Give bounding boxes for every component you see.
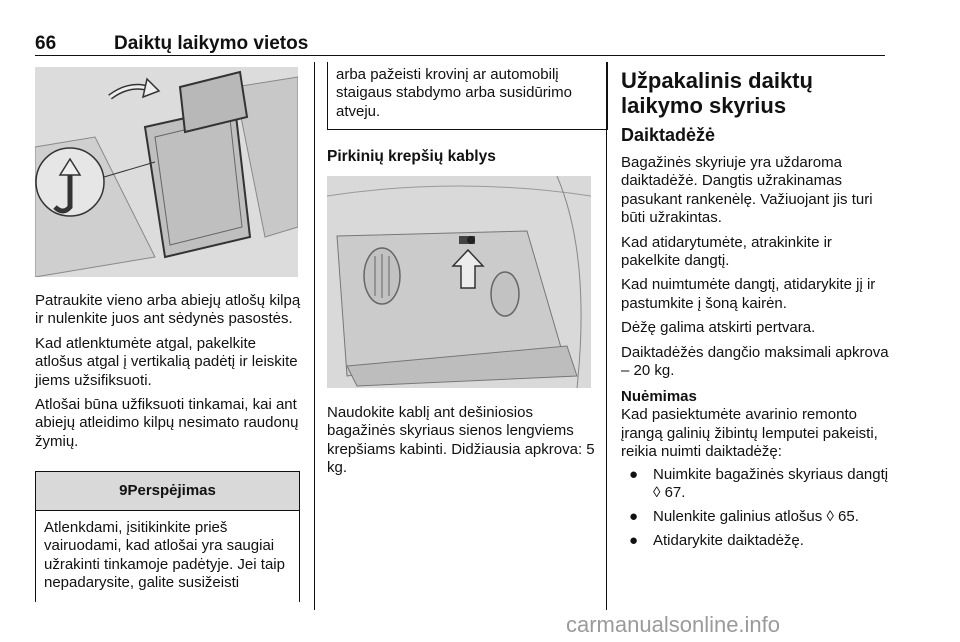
bullet-icon: ● (629, 532, 639, 549)
paragraph: Kad atlenktumėte atgal, pakelkite atlošus atgal į vertikalią padėtį ir leiskite jiems užsifiksuoti. (35, 334, 298, 389)
subheading-storage-box: Daiktadėžė (621, 125, 716, 145)
paragraph: Bagažinės skyriuje yra uždaroma daiktadėžė. Dangtis užrakinamas pasukant rankenėlę. Važiuojant jis turi būti užrakintas. (621, 154, 873, 227)
warning-title: Perspėjimas (127, 482, 216, 499)
paragraph: Kad atidarytumėte, atrakinkite ir pakelkite dangtį. (621, 233, 832, 270)
removal-intro: Kad pasiektumėte avarinio remonto įrangą galinių žibintų lemputei pakeisti, reikia nuimti daiktadėžę: (621, 406, 878, 461)
shopping-hook-illustration (327, 176, 591, 388)
bullet-text: Atidarykite daiktadėžę. (653, 532, 804, 549)
warning-icon: 9 (119, 482, 128, 499)
bullet-icon: ● (629, 508, 639, 525)
section-heading-rear-storage: Užpakalinis daiktų laikymo skyrius (621, 68, 813, 118)
bullet-text: Nuimkite bagažinės skyriaus dangtį (653, 466, 889, 483)
bullet-item (629, 466, 891, 506)
cross-reference-page: 67. (664, 484, 686, 502)
cross-reference-icon: ◊ (826, 508, 834, 525)
section-heading-hook: Pirkinių krepšių kablys (327, 148, 496, 165)
middle-text (327, 404, 599, 478)
right-text (621, 154, 891, 380)
paragraph: Patraukite vieno arba abiejų atlošų kilpą ir nulenkite juos ant sėdynės pasostės. (35, 292, 301, 328)
bullet-item (629, 532, 891, 552)
warning-continuation-text: arba pažeisti krovinį ar automobilį staigaus stabdymo arba susidūrimo atveju. (336, 66, 572, 120)
paragraph: Dėžę galima atskirti pertvara. (621, 319, 816, 337)
column-divider-left (314, 62, 315, 610)
watermark: carmanualsonline.info (566, 612, 781, 637)
seat-backrest-drawing (35, 67, 298, 277)
warning-text: Atlenkdami, įsitikinkite prieš vairuodami, kad atlošai yra saugiai užrakinti tinkamoje padėtyje. Jei taip nepadarysite, galite susižeisti (44, 519, 285, 592)
cross-reference-icon: ◊ (653, 484, 661, 502)
bullet-text: Nulenkite galinius atlošus (653, 508, 823, 525)
bullet-item (629, 508, 891, 528)
bullet-icon: ● (629, 466, 639, 483)
removal-section (621, 388, 891, 462)
warning-box (35, 471, 300, 602)
paragraph: Daiktadėžės dangčio maksimali apkrova – 20 kg. (621, 343, 889, 380)
header-rule (35, 55, 885, 56)
paragraph: Atlošai būna užfiksuoti tinkamai, kai ant abiejų atleidimo kilpų nesimato raudonų žymių. (35, 396, 299, 450)
warning-continuation-box (327, 62, 608, 130)
left-text (35, 292, 305, 451)
paragraph: Kad nuimtumėte dangtį, atidarykite jį ir pastumkite į šoną kairėn. (621, 276, 876, 312)
removal-heading: Nuėmimas (621, 388, 697, 405)
trunk-hook-drawing (327, 176, 591, 388)
page-title: Daiktų laikymo vietos (114, 33, 309, 54)
column-divider-right (606, 62, 607, 610)
page-number: 66 (35, 33, 57, 54)
paragraph: Naudokite kablį ant dešiniosios bagažinės skyriaus sienos lengviems krepšiams kabinti. Didžiausia apkrova: 5 kg. (327, 404, 595, 477)
warning-header (36, 472, 299, 511)
cross-reference-page: 65. (838, 508, 859, 525)
seat-backrest-illustration (35, 67, 298, 277)
